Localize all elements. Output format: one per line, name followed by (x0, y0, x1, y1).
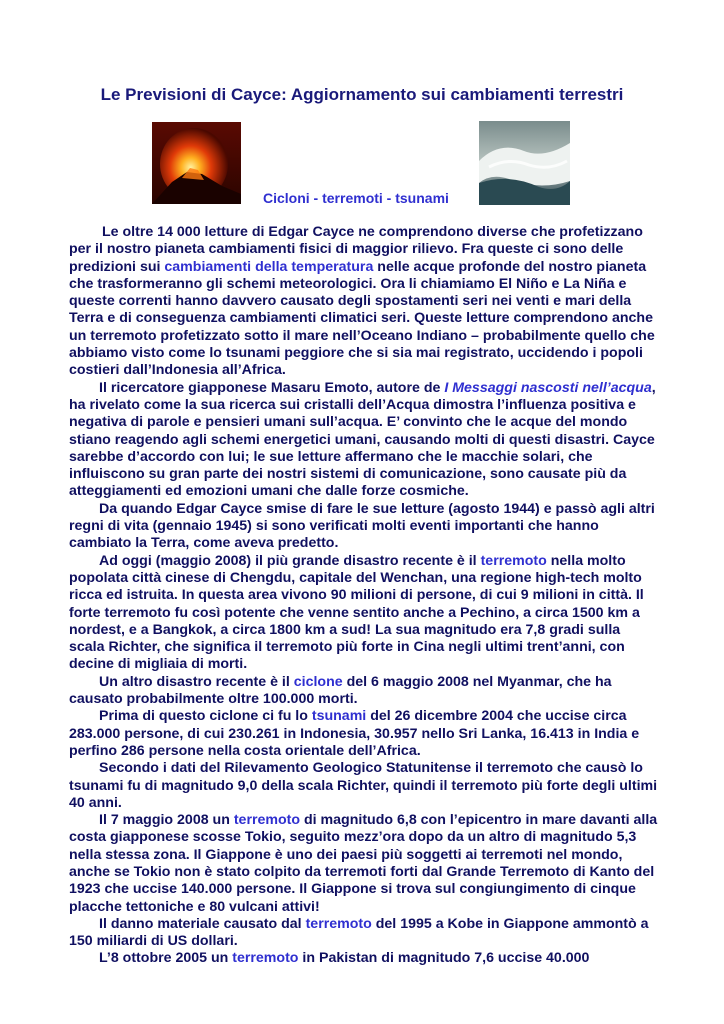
paragraph: Da quando Edgar Cayce smise di fare le sue letture (agosto 1944) e passò agli altri regni di vita (gennaio 1945) si sono verificati molti eventi importanti che hanno cambiato la Terra, come aveva predetto. (69, 500, 655, 552)
text-span: L’8 ottobre 2005 un (99, 950, 233, 967)
subtitle: Cicloni - terremoti - tsunami (263, 190, 449, 206)
link-cambiamenti-temperatura[interactable]: cambiamenti della temperatura (164, 258, 374, 275)
paragraph (69, 950, 659, 967)
link-terremoto[interactable]: terremoto (480, 552, 547, 569)
paragraph (69, 708, 659, 760)
volcano-image (152, 122, 241, 204)
text-span: in Pakistan di magnitudo 7,6 uccise 40.000 (298, 950, 590, 967)
text-span: Prima di questo ciclone ci fu lo (99, 708, 312, 725)
text-span: del 1995 a Kobe in Giappone ammontò a 150 miliardi di US dollari. (69, 915, 649, 950)
text-span: Un altro disastro recente è il (99, 673, 294, 690)
text-span: del 6 maggio 2008 nel Myanmar, che ha causato probabilmente oltre 100.000 morti. (69, 673, 612, 708)
text-span: nelle acque profonde del nostro pianeta che trasformeranno gli schemi meteorologici. Ora li chiamiamo El Niño e La Niña e queste correnti hanno davvero causato degli spostamenti seri nei venti e mari della Terra e di conseguenza cambiamenti climatici seri. Queste letture comprendono anche un terremoto profetizzato sotto il mare nell’Oceano Indiano – probabilmente quello che abbiamo visto come lo tsunami peggiore che si sia mai registrato, uccidendo i popoli costieri dall’Indonesia all’Africa. (69, 258, 655, 379)
paragraph (69, 553, 659, 674)
text-span: Ad oggi (maggio 2008) il più grande disastro recente è il (99, 552, 481, 569)
text-span: Le oltre 14 000 letture di Edgar Cayce ne comprendono diverse che profetizzano per il nostro pianeta cambiamenti fisici di maggior rilievo. Fra queste ci sono delle predizioni sui (69, 224, 643, 275)
text-span: di magnitudo 6,8 con l’epicentro in mare davanti alla costa giapponese scosse Tokio, seguito mezz’ora dopo da un altro di magnitudo 5,3 nella stessa zona. Il Giappone è uno dei paesi più soggetti ai terremoti nel mondo, anche se Tokio non è stato colpito da terremoti forti dal Grande Terremoto di Kanto del 1923 che uccise 140.000 persone. Il Giappone si trova sul congiungimento di cinque placche tettoniche e 80 vulcani attivi! (69, 812, 658, 915)
wave-image (479, 121, 570, 205)
link-ciclone[interactable]: ciclone (293, 673, 343, 690)
article-body (69, 224, 659, 968)
link-messaggi-nascosti[interactable]: I Messaggi nascosti nell’acqua (444, 379, 652, 396)
paragraph (69, 916, 659, 951)
paragraph (69, 674, 659, 709)
page-title: Le Previsioni di Cayce: Aggiornamento sui cambiamenti terrestri (100, 85, 624, 104)
link-terremoto[interactable]: terremoto (233, 812, 301, 829)
text-span: Il 7 maggio 2008 un (99, 812, 234, 829)
paragraph (69, 380, 659, 501)
paragraph: Secondo i dati del Rilevamento Geologico Statunitense il terremoto che causò lo tsunami fu di magnitudo 9,0 della scala Richter, quindi il terremoto più forte degli ultimi 40 anni. (69, 760, 658, 811)
text-span: , ha rivelato come la sua ricerca sui cristalli dell’Acqua dimostra l’influenza positiva e negativa di parole e pensieri umani sull’acqua. E’ convinto che le acque del mondo stiano reagendo agli schemi energetici umani, causando molti di questi disastri. Cayce sarebbe d’accordo con lui; le sue letture affermano che le macchie solari, che influiscono su gran parte dei nostri sistemi di comunicazione, sono causate più da atteggiamenti ed emozioni umani che dalle forze cosmiche. (69, 379, 656, 500)
text-span: Il ricercatore giapponese Masaru Emoto, autore de (99, 379, 445, 396)
link-terremoto[interactable]: terremoto (305, 915, 372, 932)
text-span: nella molto popolata città cinese di Chengdu, capitale del Wenchan, una regione high-tech molto ricca ed istruita. In questa area vivono 90 milioni di persone, di cui 9 milioni in città. Il forte terremoto fu così potente che venne sentito anche a Pechino, a circa 1500 km a nordest, e a Bangkok, a circa 1800 km a sud! La sua magnitudo era 7,8 gradi sulla scala Richter, che significa il terremoto più forte in Cina negli ultimi trent’anni, con decine di migliaia di morti. (69, 552, 644, 673)
paragraph (69, 224, 659, 380)
paragraph (69, 812, 659, 916)
text-span: del 26 dicembre 2004 che uccise circa 283.000 persone, di cui 230.261 in Indonesia, 30.957 nello Sri Lanka, 16.413 in India e perfino 286 persone nella costa orientale dell’Africa. (69, 708, 640, 759)
link-terremoto[interactable]: terremoto (232, 950, 299, 967)
text-span: Il danno materiale causato dal (99, 915, 306, 932)
link-tsunami[interactable]: tsunami (311, 708, 367, 725)
